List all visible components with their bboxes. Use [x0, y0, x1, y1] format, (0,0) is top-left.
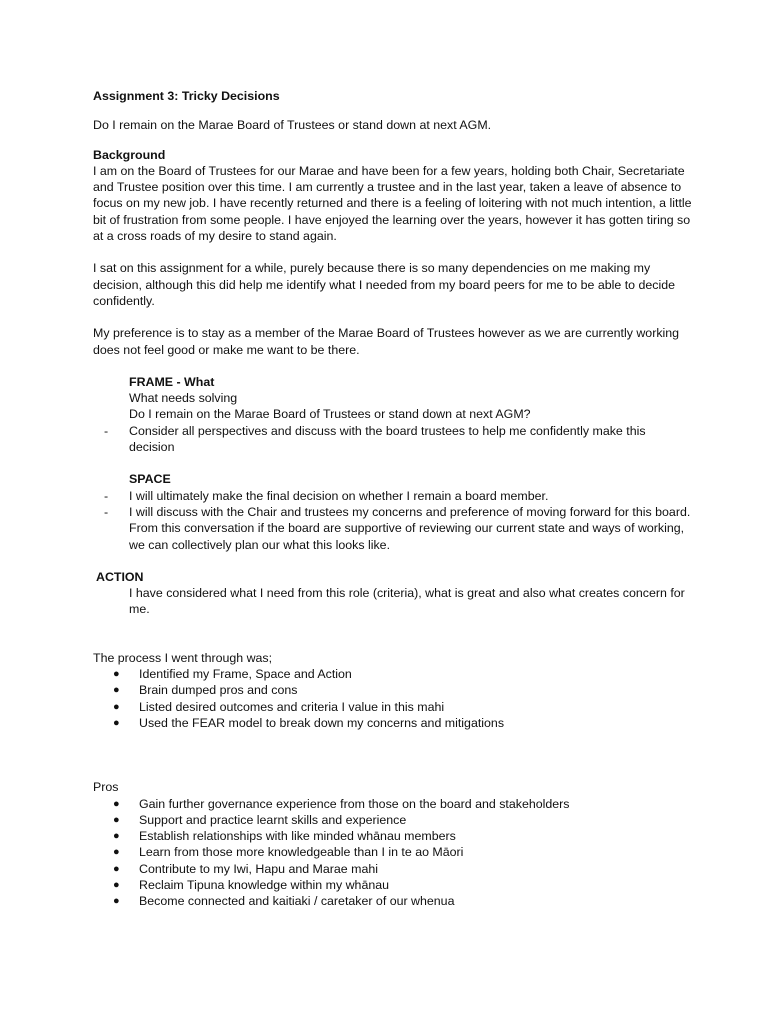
list-item-text: Brain dumped pros and cons [139, 683, 298, 698]
paragraph-dependencies: I sat on this assignment for a while, purely because there is so many dependencies on me making my decision, although this did help me identify what I needed from my board peers for me to be able to decide confidently. [93, 261, 676, 308]
frame-line-1: What needs solving [129, 391, 238, 406]
bullet-icon: ● [113, 797, 120, 810]
frame-dash-item [93, 423, 693, 456]
list-item-text: Establish relationships with like minded whānau members [139, 829, 456, 844]
list-item [93, 893, 693, 909]
list-item [93, 715, 693, 731]
list-item [93, 812, 693, 828]
bullet-icon: ● [113, 846, 120, 859]
process-list [93, 666, 693, 731]
list-item [93, 666, 693, 682]
list-item [93, 877, 693, 893]
question-text: Do I remain on the Marae Board of Trustees or stand down at next AGM. [93, 118, 492, 133]
list-item [93, 828, 693, 844]
frame-item-text: Consider all perspectives and discuss with the board trustees to help me confidently make this decision [129, 423, 646, 455]
list-item [93, 861, 693, 877]
space-item-text: I will discuss with the Chair and trustees my concerns and preference of moving forward for this board. From this conversation if the board are supportive of reviewing our current state and ways of working, we can collectively plan our what this looks like. [129, 504, 691, 552]
action-text: I have considered what I need from this role (criteria), what is great and also what creates concern for me. [129, 586, 685, 617]
pros-heading: Pros [93, 780, 119, 795]
list-item-text: Contribute to my Iwi, Hapu and Marae mahi [139, 861, 378, 876]
list-item [93, 699, 693, 715]
bullet-icon: ● [113, 878, 120, 891]
list-item-text: Become connected and kaitiaki / caretaker of our whenua [139, 894, 455, 909]
frame-line-2: Do I remain on the Marae Board of Trustees or stand down at next AGM? [129, 407, 531, 422]
list-item [93, 682, 693, 698]
list-item [93, 844, 693, 860]
paragraph-preference: My preference is to stay as a member of the Marae Board of Trustees however as we are currently working does not feel good or make me want to be there. [93, 326, 680, 357]
dash-marker: - [104, 504, 109, 519]
list-item-text: Identified my Frame, Space and Action [139, 667, 352, 682]
bullet-icon: ● [113, 830, 120, 843]
list-item [93, 796, 693, 812]
list-item-text: Learn from those more knowledgeable than I in te ao Māori [139, 845, 464, 860]
background-heading: Background [93, 147, 166, 162]
pros-section [93, 779, 693, 909]
list-item-text: Support and practice learnt skills and experience [139, 812, 407, 827]
bullet-icon: ● [113, 668, 120, 681]
list-item-text: Used the FEAR model to break down my concerns and mitigations [139, 715, 505, 730]
action-section [93, 569, 693, 618]
list-item-text: Reclaim Tipuna knowledge within my whānau [139, 877, 390, 892]
bullet-icon: ● [113, 700, 120, 713]
document-page [93, 88, 693, 910]
list-item-text: Listed desired outcomes and criteria I value in this mahi [139, 699, 445, 714]
frame-section [93, 374, 693, 455]
document-title: Assignment 3: Tricky Decisions [93, 89, 280, 103]
space-section [93, 471, 693, 552]
frame-heading: FRAME - What [129, 374, 215, 389]
space-dash-item [93, 504, 693, 553]
process-intro: The process I went through was; [93, 650, 273, 665]
list-item-text: Gain further governance experience from those on the board and stakeholders [139, 796, 570, 811]
space-item-text: I will ultimately make the final decision on whether I remain a board member. [129, 488, 549, 503]
action-heading: ACTION [96, 569, 144, 584]
pros-list [93, 796, 693, 910]
process-section [93, 650, 693, 731]
bullet-icon: ● [113, 684, 120, 697]
background-text: I am on the Board of Trustees for our Marae and have been for a few years, holding both Chair, Secretariate and Trustee position over this time. I am currently a trustee and in the last year, taken a leave of absence to focus on my new job. I have recently returned and there is a feeling of loitering with not much intention, a little bit of frustration from some people. I have enjoyed the learning over the years, however it has gotten tiring so at a cross roads of my desire to stand again. [93, 163, 692, 244]
bullet-icon: ● [113, 895, 120, 908]
dash-marker: - [104, 423, 109, 438]
bullet-icon: ● [113, 716, 120, 729]
bullet-icon: ● [113, 862, 120, 875]
bullet-icon: ● [113, 813, 120, 826]
dash-marker: - [104, 488, 109, 503]
space-heading: SPACE [129, 472, 171, 487]
space-dash-item [93, 488, 693, 504]
